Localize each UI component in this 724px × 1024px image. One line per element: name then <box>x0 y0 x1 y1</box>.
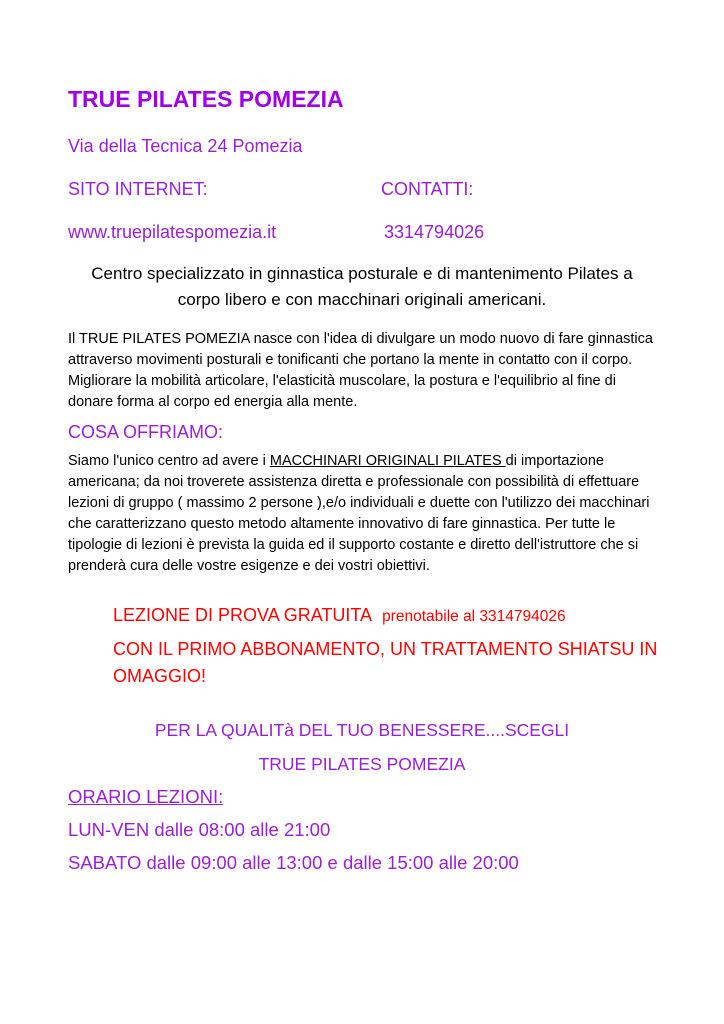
address: Via della Tecnica 24 Pomezia <box>68 136 303 156</box>
offer-underlined-text: MACCHINARI ORIGINALI PILATES <box>269 453 506 469</box>
slogan-line-2: TRUE PILATES POMEZIA <box>258 754 466 774</box>
schedule-saturday: SABATO dalle 09:00 alle 13:00 e dalle 15:00 alle 20:00 <box>68 852 519 873</box>
website-link[interactable]: www.truepilatespomezia.it <box>68 222 277 242</box>
offer-text-after: di importazione americana; da noi troverete assistenza diretta e professionale con possibilità di effettuare lezioni di gruppo ( massimo 2 persone ),e/o individuali e duette con l'utilizzo dei macchinari che caratterizzano questo metodo altamente innovativo di fare ginnastica. Per tutte le tipologie di lezioni è prevista la guida ed il supporto costante e diretto dell'istruttore che si prenderà cura delle vostre esigenze e dei vostri obiettivi. <box>68 453 650 574</box>
tagline-line-1: Centro specializzato in ginnastica posturale e di mantenimento Pilates a <box>91 264 633 283</box>
trial-booking: prenotabile al 3314794026 <box>382 608 566 625</box>
offer-paragraph <box>68 451 658 577</box>
intro-paragraph: Il TRUE PILATES POMEZIA nasce con l'idea di divulgare un modo nuovo di fare ginnastica attraverso movimenti posturali e tonificanti che portano la mente in contatto con il corpo. Migliorare la mobilità articolare, l'elasticità muscolare, la postura e l'equilibrio al fine di donare forma al corpo ed energia alla mente. <box>68 331 653 410</box>
trial-lesson-title: LEZIONE DI PROVA GRATUITA <box>113 605 373 625</box>
schedule-weekdays: LUN-VEN dalle 08:00 alle 21:00 <box>68 819 331 840</box>
contacts-label: CONTATTI: <box>381 179 474 199</box>
schedule-heading: ORARIO LEZIONI: <box>68 786 224 807</box>
offer-text-before: Siamo l'unico centro ad avere i <box>68 453 270 469</box>
website-label: SITO INTERNET: <box>68 179 208 199</box>
trial-lesson <box>113 604 566 628</box>
slogan-line-1: PER LA QUALITà DEL TUO BENESSERE....SCEGLI <box>154 720 570 740</box>
page-title: TRUE PILATES POMEZIA <box>68 86 344 112</box>
offer-heading: COSA OFFRIAMO: <box>68 422 224 442</box>
phone-number[interactable]: 3314794026 <box>384 222 485 242</box>
tagline <box>60 261 664 313</box>
tagline-line-2: corpo libero e con macchinari originali americani. <box>177 290 547 309</box>
gift-offer: CON IL PRIMO ABBONAMENTO, UN TRATTAMENTO SHIATSU IN OMAGGIO! <box>113 639 658 686</box>
